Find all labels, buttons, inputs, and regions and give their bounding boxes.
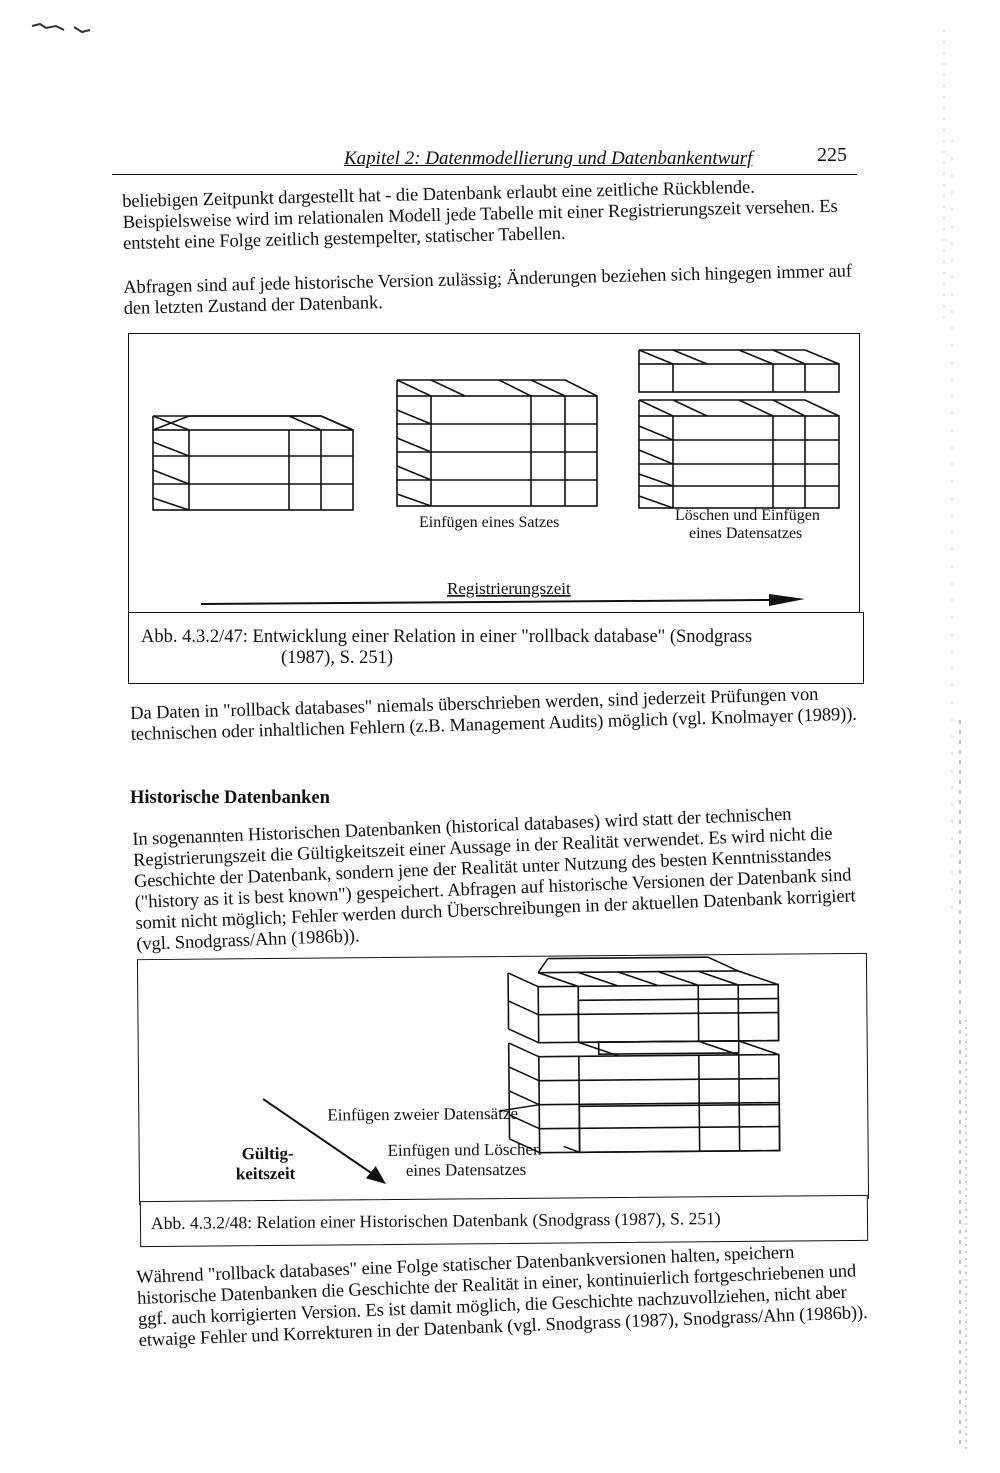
relation-version-1: [153, 416, 353, 510]
running-header: [112, 140, 872, 180]
scan-smudge-mark: [30, 18, 100, 38]
paragraph-2-text: Abfragen sind auf jede historische Version zulässig; Änderungen beziehen sich hingegen immer auf den letzten Zustand der Datenbank.: [123, 261, 853, 319]
paragraph-4-text: In sogenannten Historischen Datenbanken (historical databases) wird statt der technischen Registrierungszeit die Gültigkeitszeit einer Aussage in der Realität verwendet. Es wird nicht die Geschichte der Datenbank, sondern jene der Realität unter Nutzung des besten Kenntnisstandes ("history as it is best known") gespeichert. Abfragen auf historische Versionen der Datenbank sind somit nicht möglich; Fehler werden durch Überschreibungen in der aktuellen Datenbank korrigiert (vgl. Snodgrass/Ahn (1986b)).: [132, 804, 856, 955]
figure-1-caption-box: [128, 612, 864, 684]
relation-version-3: [639, 400, 839, 508]
figure-1-caption-line2: (1987), S. 251): [281, 648, 394, 668]
scan-edge-noise: [930, 20, 990, 1460]
registration-time-axis: [201, 600, 769, 604]
paragraph-3: [130, 684, 863, 746]
header-rule: [112, 174, 857, 175]
figure-1-caption-line1: Abb. 4.3.2/47: Entwicklung einer Relation in einer "rollback database" (Snodgrass: [141, 627, 753, 647]
paragraph-5-text: Während "rollback databases" eine Folge statischer Datenbankversionen halten, speichern historische Datenbanken die Geschichte der Realität in einer, kontinuierlich fortgeschriebenen und ggf. auch korrigierten Version. Es ist damit möglich, die Geschichte nachzuvollziehen, nicht aber etwaige Fehler und Korrekturen in der Datenbank (vgl. Snodgrass (1987), Snodgrass/Ahn (1986b)).: [136, 1242, 868, 1351]
label-delete-insert-line1: Löschen und Einfügen: [675, 507, 820, 524]
header-title: Kapitel 2: Datenmodellierung und Datenbankentwurf: [344, 148, 753, 169]
label-delete-insert-line2: eines Datensatzes: [689, 525, 803, 542]
section-heading: Historische Datenbanken: [130, 788, 330, 808]
figure-2-caption-box: [140, 1195, 868, 1247]
figure-2-caption: Abb. 4.3.2/48: Relation einer Historischen Datenbank (Snodgrass (1987), S. 251): [150, 1208, 721, 1234]
paragraph-5: [136, 1240, 875, 1352]
figure-1-drawing: [129, 334, 859, 614]
validity-time-label-line2: keitszeit: [235, 1163, 296, 1184]
registration-time-label: Registrierungszeit: [447, 579, 571, 598]
figure-1-caption: [141, 627, 853, 669]
validity-time-label-line1: Gültig-: [241, 1143, 294, 1164]
label-insert-two-records: Einfügen zweier Datensätze: [327, 1103, 519, 1125]
label-insert-record: Einfügen eines Satzes: [419, 514, 560, 531]
paragraph-4: [132, 802, 872, 956]
page-number: 225: [817, 144, 847, 166]
paragraph-1: [122, 175, 861, 255]
label-insert-delete-line1: Einfügen und Löschen: [387, 1139, 542, 1161]
label-insert-delete-line2: eines Datensatzes: [405, 1159, 527, 1180]
figure-rollback-database: [128, 333, 860, 615]
paragraph-2: [123, 261, 859, 320]
figure-historical-database: [137, 953, 869, 1205]
figure-2-drawing: [138, 954, 868, 1204]
relation-version-3-deleted-row: [639, 350, 839, 392]
historical-relation-stack: [508, 957, 780, 1153]
validity-time-arrowhead: [366, 1166, 386, 1184]
pointer-line-insert-delete: [564, 1146, 580, 1152]
registration-time-arrowhead: [769, 594, 805, 606]
paragraph-3-text: Da Daten in "rollback databases" niemals überschrieben werden, sind jederzeit Prüfungen von technischen oder inhaltlichen Fehlern (z.B. Management Audits) möglich (vgl. Knolmayer (1989)).: [130, 684, 858, 745]
paragraph-1-text: beliebigen Zeitpunkt dargestellt hat - die Datenbank erlaubt eine zeitliche Rückblende. Beispielsweise wird im relationalen Modell jede Tabelle mit einer Registrierungszeit versehen. Es entsteht eine Folge zeitlich gestempelter, statischer Tabellen.: [122, 177, 838, 254]
relation-version-2: [397, 380, 597, 506]
